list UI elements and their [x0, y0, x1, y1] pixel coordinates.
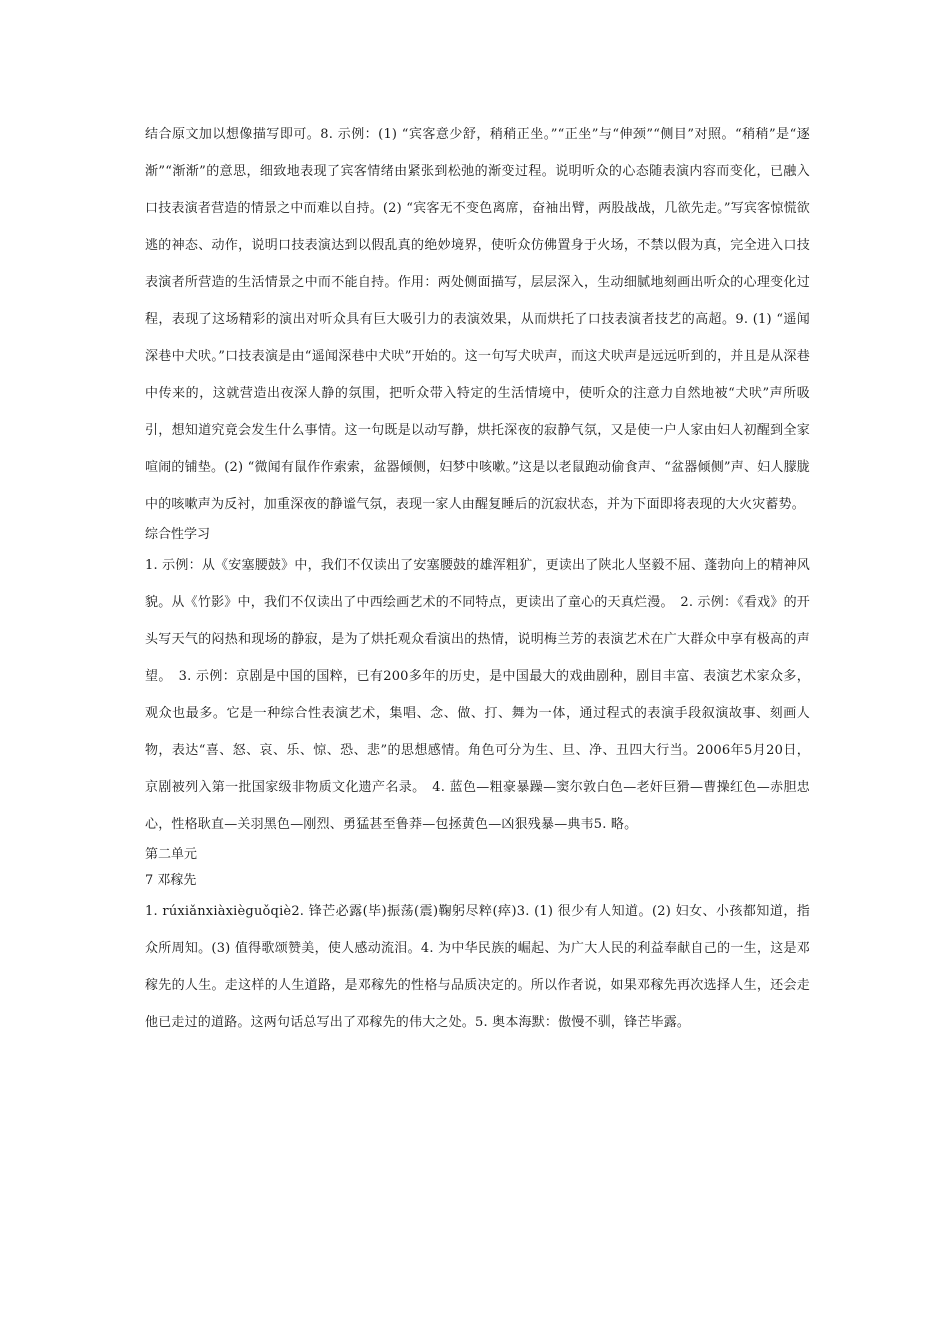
document-body — [145, 116, 810, 1041]
lesson-heading-deng-jiaxian: 7 邓稼先 — [145, 873, 197, 888]
answer-paragraph-kouji: 结合原文加以想像描写即可。8. 示例：(1) “宾客意少舒，稍稍正坐。”“正坐”与“伸颈”“侧目”对照。“稍稍”是“逐渐”“渐渐”的意思，细致地表现了宾客情绪由紧张到松弛的渐变过程。说明听众的心态随表演内容而变化，已融入口技表演者营造的情景之中而难以自持。(2) “宾客无不变色离席，奋袖出臂，两股战战，几欲先走。”写宾客惊慌欲逃的神态、动作，说明口技表演达到以假乱真的绝妙境界，使听众仿佛置身于火场，不禁以假为真，完全进入口技表演者所营造的生活情景之中而不能自持。作用：两处侧面描写，层层深入，生动细腻地刻画出听众的心理变化过程，表现了这场精彩的演出对听众具有巨大吸引力的表演效果，从而烘托了口技表演者技艺的高超。9. (1) “遥闻深巷中犬吠。”口技表演是由“遥闻深巷中犬吠”开始的。这一句写犬吠声，而这犬吠声是远远听到的，并且是从深巷中传来的，这就营造出夜深人静的氛围，把听众带入特定的生活情境中，使听众的注意力自然地被“犬吠”声所吸引，想知道究竟会发生什么事情。这一句既是以动写静，烘托深夜的寂静气氛，又是使一户人家由妇人初醒到全家喧闹的铺垫。(2) “微闻有鼠作作索索，盆器倾侧，妇梦中咳嗽。”这是以老鼠跑动偷食声、“盆器倾侧”声、妇人朦胧中的咳嗽声为反衬，加重深夜的静谧气氛，表现一家人由醒复睡后的沉寂状态，并为下面即将表现的大火灾蓄势。 — [145, 127, 810, 512]
section-heading-comprehensive-study: 综合性学习 — [145, 527, 211, 542]
answer-paragraph-comprehensive-study: 1. 示例：从《安塞腰鼓》中，我们不仅读出了安塞腰鼓的雄浑粗犷，更读出了陕北人坚毅不屈、蓬勃向上的精神风貌。从《竹影》中，我们不仅读出了中西绘画艺术的不同特点，更读出了童心的天真烂漫。 2. 示例：《看戏》的开头写天气的闷热和现场的静寂，是为了烘托观众看演出的热情，说明梅兰芳的表演艺术在广大群众中享有极高的声望。 3. 示例：京剧是中国的国粹，已有200多年的历史，是中国最大的戏曲剧种，剧目丰富、表演艺术家众多，观众也最多。它是一种综合性表演艺术，集唱、念、做、打、舞为一体，通过程式的表演手段叙演故事、刻画人物，表达“喜、怒、哀、乐、惊、恐、悲”的思想感情。角色可分为生、旦、净、丑四大行当。2006年5月20日，京剧被列入第一批国家级非物质文化遗产名录。 4. 蓝色—粗豪暴躁—窦尔敦白色—老奸巨猾—曹操红色—赤胆忠心，性格耿直—关羽黑色—刚烈、勇猛甚至鲁莽—包拯黄色—凶狠残暴—典韦5. 略。 — [145, 558, 810, 832]
answer-paragraph-deng-jiaxian: 1. rúxiǎnxiàxièguǒqiè2. 锋芒必露(毕)振荡(震)鞠躬尽粹(瘁)3. (1) 很少有人知道。(2) 妇女、小孩都知道，指众所周知。(3) 值得歌颂赞美，使人感动流泪。4. 为中华民族的崛起、为广大人民的利益奉献自己的一生，这是邓稼先的人生。走这样的人生道路，是邓稼先的性格与品质决定的。所以作者说，如果邓稼先再次选择人生，还会走他已走过的道路。这两句话总写出了邓稼先的伟大之处。5. 奥本海默：傲慢不驯，锋芒毕露。 — [145, 904, 810, 1030]
section-heading-unit-two: 第二单元 — [145, 847, 198, 862]
